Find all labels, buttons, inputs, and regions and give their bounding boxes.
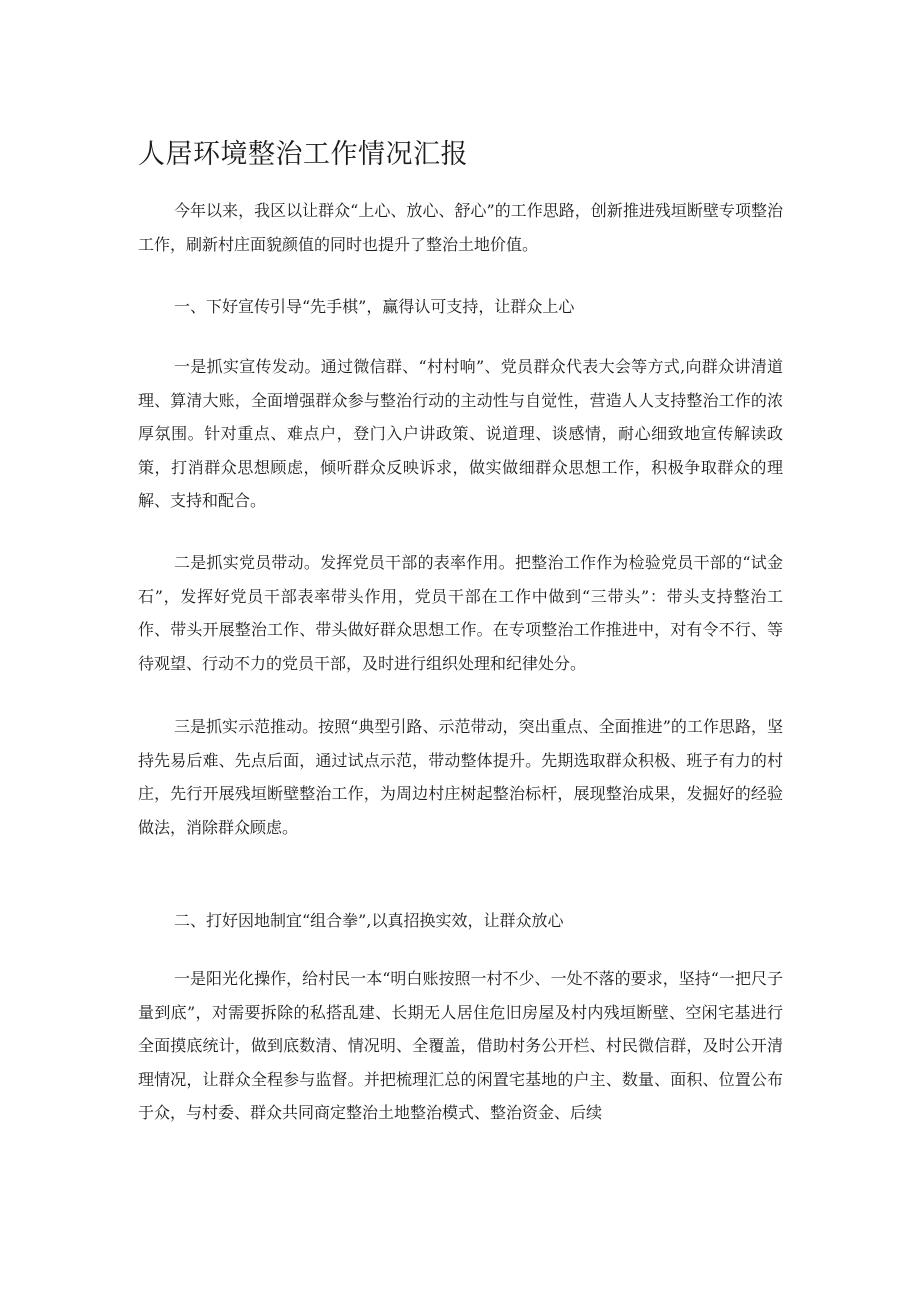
section-2-heading: 二、打好因地制宜“组合拳”,以真招换实效，让群众放心 (174, 911, 564, 930)
intro-paragraph: 今年以来，我区以让群众“上心、放心、舒心”的工作思路，创新推进残垣断壁专项整治工作，刷新村庄面貌颜值的同时也提升了整治土地价值。 (138, 201, 783, 254)
section-1-paragraph-2: 二是抓实党员带动。发挥党员干部的表率作用。把整治工作作为检验党员干部的“试金石”，发挥好党员干部表率带头作用，党员干部在工作中做到“三带头”：带头支持整治工作、带头开展整治工作、带头做好群众思想工作。在专项整治工作推进中，对有令不行、等待观望、行动不力的党员干部，及时进行组织处理和纪律处分。 (138, 553, 783, 673)
section-1-paragraph-1: 一是抓实宣传发动。通过微信群、“村村响”、党员群众代表大会等方式,向群众讲清道理、算清大账，全面增强群众参与整治行动的主动性与自觉性，营造人人支持整治工作的浓厚氛围。针对重点、难点户，登门入户讲政策、说道理、谈感情，耐心细致地宣传解读政策，打消群众思想顾虑，倾听群众反映诉求，做实做细群众思想工作，积极争取群众的理解、支持和配合。 (138, 357, 783, 510)
section-1-heading: 一、下好宣传引导“先手棋”，赢得认可支持，让群众上心 (174, 297, 575, 316)
section-1-paragraph-3: 三是抓实示范推动。按照“典型引路、示范带动，突出重点、全面推进”的工作思路，坚持先易后难、先点后面，通过试点示范，带动整体提升。先期选取群众积极、班子有力的村庄，先行开展残垣断壁整治工作，为周边村庄树起整治标杆，展现整治成果，发掘好的经验做法，消除群众顾虑。 (138, 717, 783, 837)
document-title: 人居环境整治工作情况汇报 (138, 139, 468, 170)
section-2-paragraph-1: 一是阳光化操作，给村民一本“明白账按照一村不少、一处不落的要求，坚持“一把尺子量到底”，对需要拆除的私搭乱建、长期无人居住危旧房屋及村内残垣断壁、空闲宅基进行全面摸底统计，做到底数清、情况明、全覆盖，借助村务公开栏、村民微信群，及时公开清理情况，让群众全程参与监督。并把梳理汇总的闲置宅基地的户主、数量、面积、位置公布于众，与村委、群众共同商定整治土地整治模式、整治资金、后续 (138, 969, 783, 1122)
